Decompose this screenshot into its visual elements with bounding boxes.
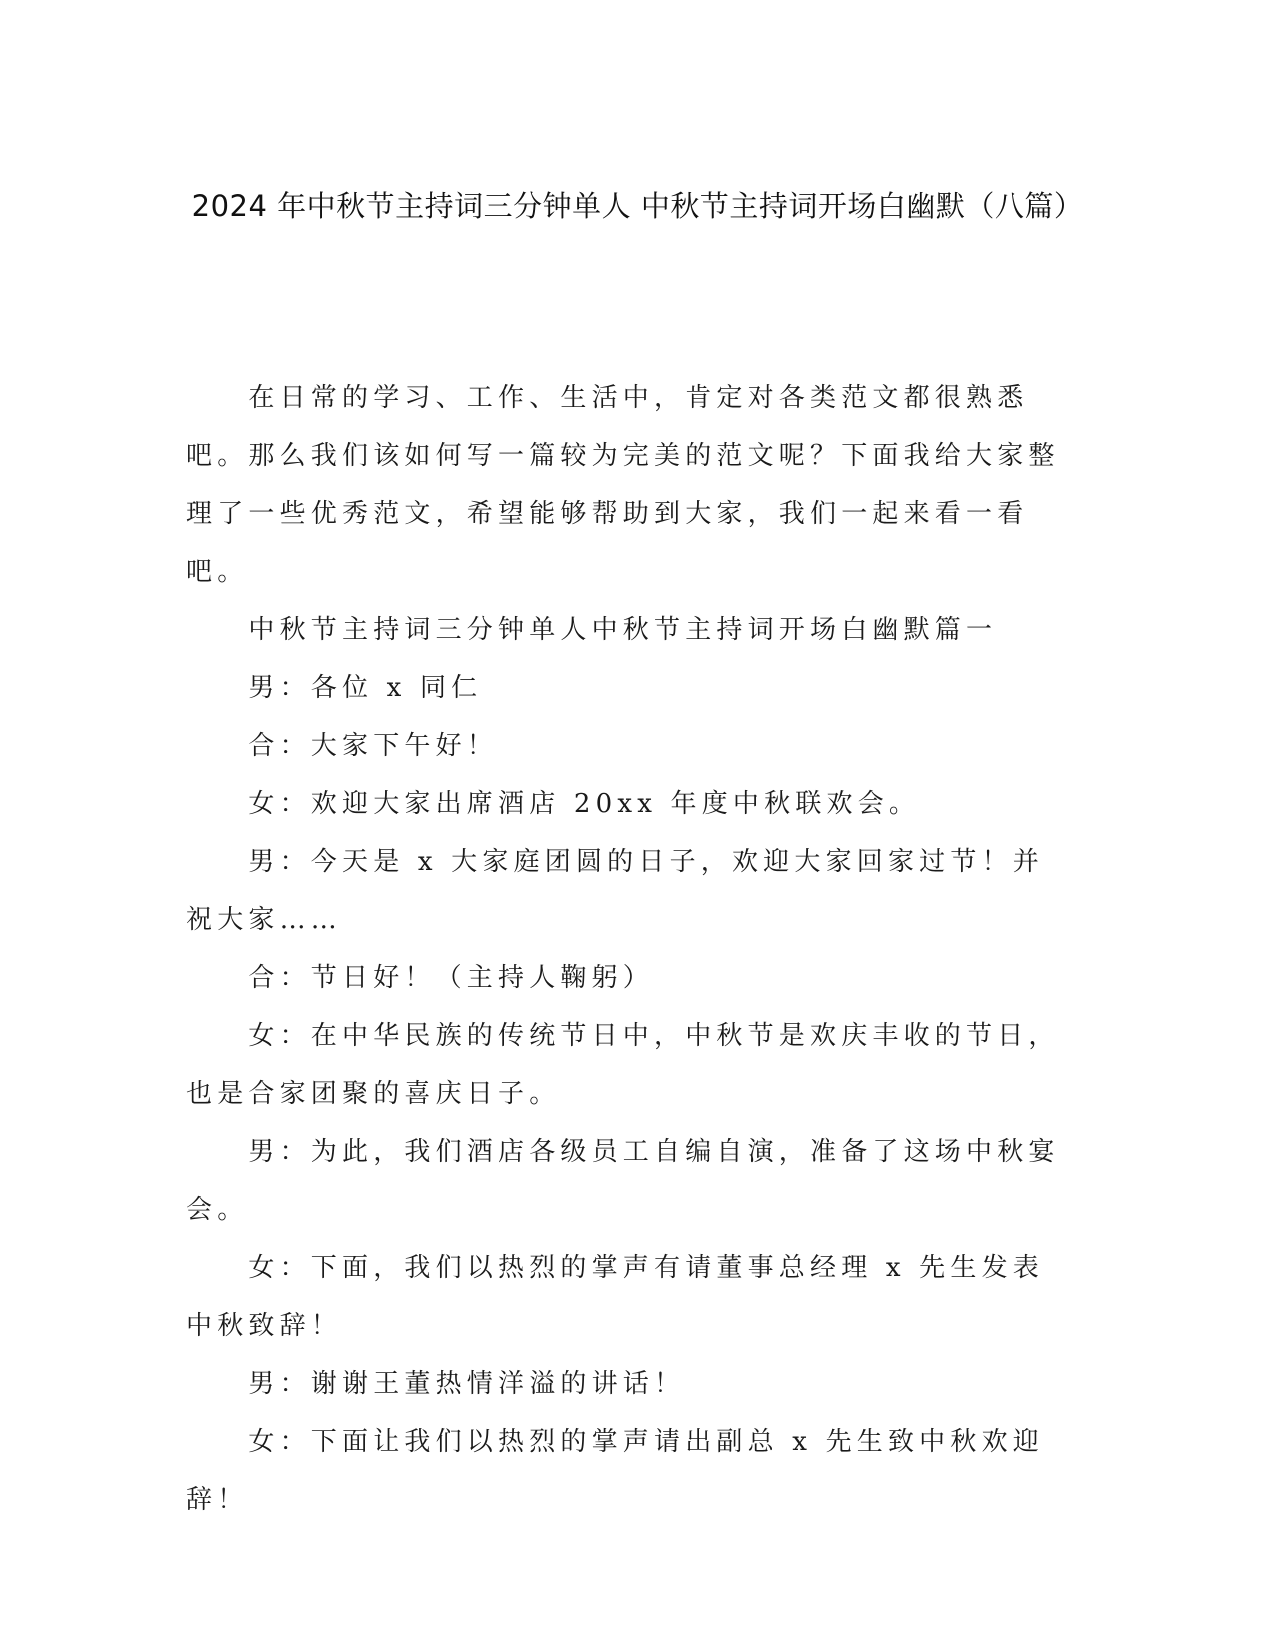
paragraph-line: 男：为此，我们酒店各级员工自编自演，准备了这场中秋宴会。: [186, 1137, 1060, 1225]
paragraph-line: 女：欢迎大家出席酒店 20xx 年度中秋联欢会。: [248, 789, 921, 819]
paragraph-line: 男：谢谢王董热情洋溢的讲话！: [248, 1369, 686, 1399]
document-body: [186, 369, 1071, 1529]
paragraph-line: 合：节日好！（主持人鞠躬）: [248, 963, 654, 993]
paragraph-line: 女：下面让我们以热烈的掌声请出副总 x 先生致中秋欢迎辞！: [186, 1427, 1044, 1515]
paragraph-line: 合：大家下午好！: [248, 731, 498, 761]
paragraph-line: 女：在中华民族的传统节日中，中秋节是欢庆丰收的节日，也是合家团聚的喜庆日子。: [186, 1021, 1060, 1109]
document-title: 2024 年中秋节主持词三分钟单人 中秋节主持词开场白幽默（八篇）: [191, 189, 1084, 223]
paragraph-line: 男：今天是 x 大家庭团圆的日子，欢迎大家回家过节！并祝大家……: [186, 847, 1044, 935]
paragraph-intro: 在日常的学习、工作、生活中，肯定对各类范文都很熟悉吧。那么我们该如何写一篇较为完美的范文呢？下面我给大家整理了一些优秀范文，希望能够帮助到大家，我们一起来看一看吧。: [186, 383, 1060, 587]
paragraph-line: 女：下面，我们以热烈的掌声有请董事总经理 x 先生发表中秋致辞！: [186, 1253, 1044, 1341]
paragraph-line: 男：各位 x 同仁: [248, 673, 483, 703]
paragraph-section-heading: 中秋节主持词三分钟单人中秋节主持词开场白幽默篇一: [248, 615, 998, 645]
